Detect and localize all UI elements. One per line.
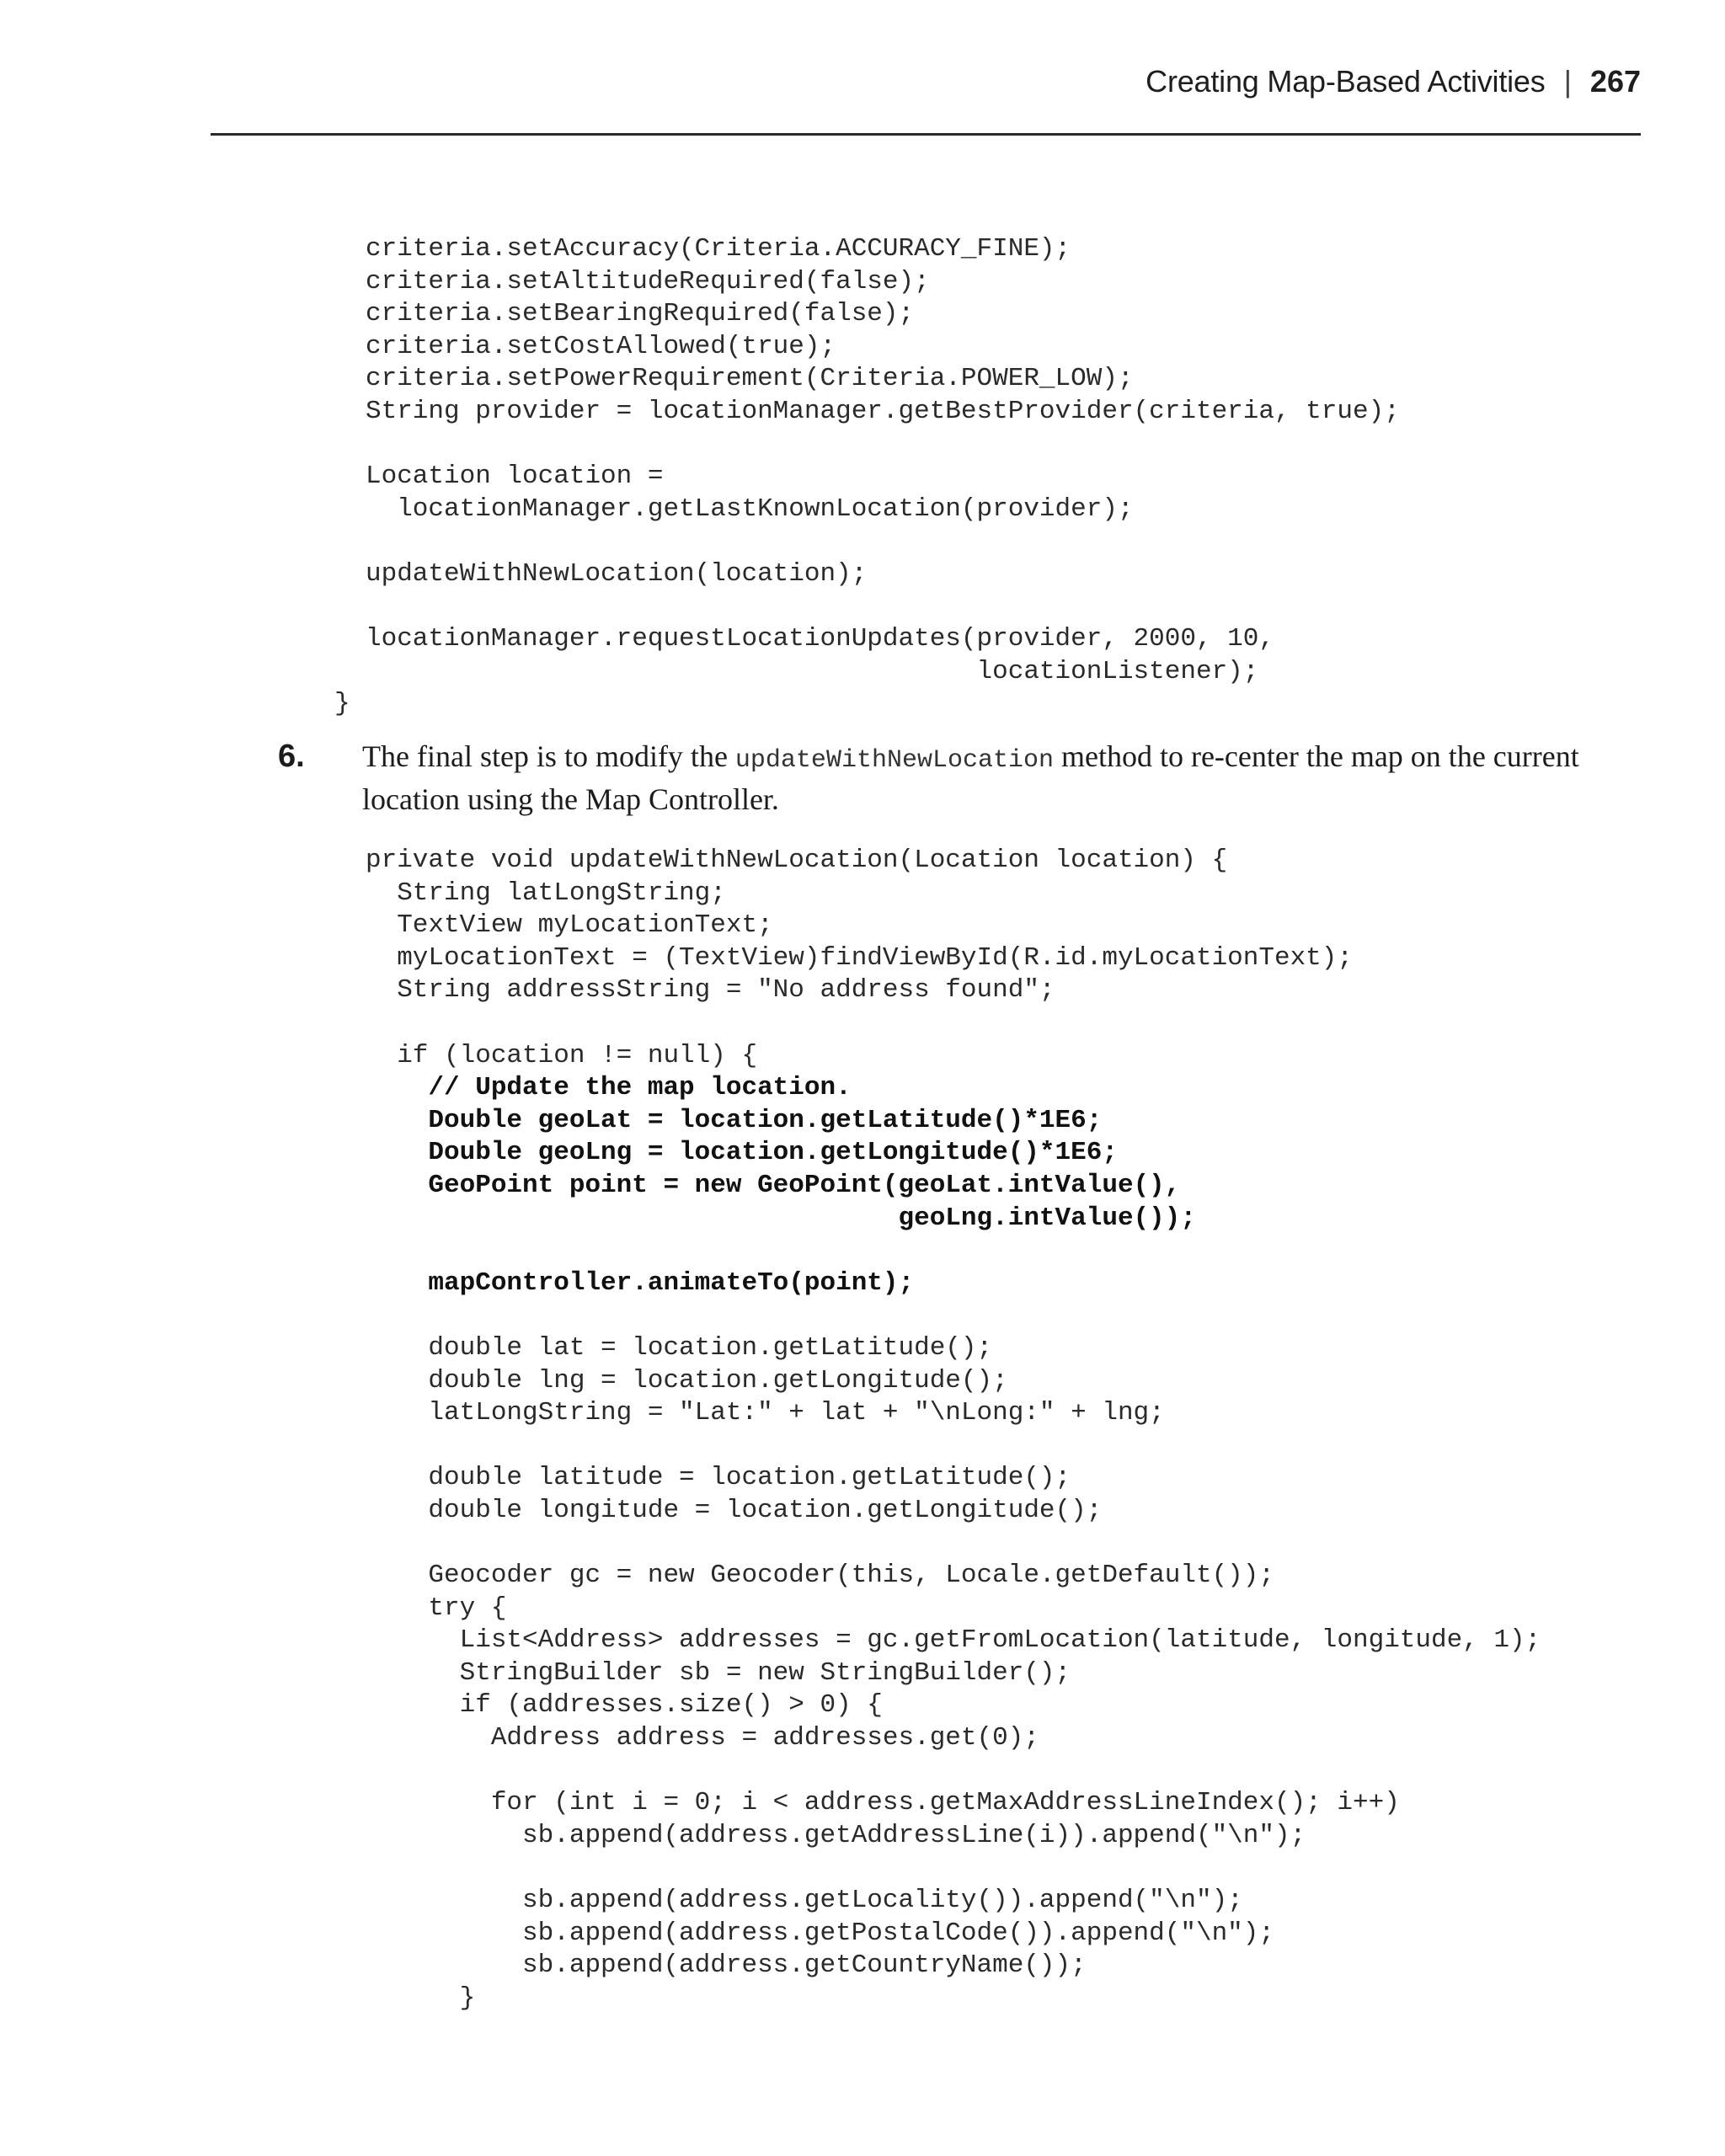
code-line: Double geoLat = location.getLatitude()*1E6; <box>366 1105 1103 1135</box>
header-text <box>1146 64 1641 99</box>
code-line: double lng = location.getLongitude(); <box>366 1365 1008 1396</box>
code-line: double longitude = location.getLongitude(); <box>366 1495 1103 1525</box>
code-line: sb.append(address.getCountryName()); <box>366 1951 1087 1981</box>
code-line: Geocoder gc = new Geocoder(this, Locale.getDefault()); <box>366 1561 1274 1591</box>
code-line <box>366 591 1400 624</box>
code-line: locationManager.getLastKnownLocation(provider); <box>366 494 1134 524</box>
code-line: String provider = locationManager.getBestProvider(criteria, true); <box>366 396 1400 426</box>
code-line: criteria.setCostAllowed(true); <box>366 331 836 361</box>
code-line: myLocationText = (TextView)findViewById(R.id.myLocationText); <box>366 942 1353 973</box>
step-text-after: method to re-center the map on the current location using the Map Controller. <box>362 739 1579 816</box>
code-line: latLongString = "Lat:" + lat + "\nLong:" + lng; <box>366 1398 1165 1428</box>
step-text <box>362 737 1626 819</box>
code-line: Double geoLng = location.getLongitude()*1E6; <box>366 1138 1118 1168</box>
code-line <box>366 526 1400 558</box>
running-title: Creating Map-Based Activities <box>1146 64 1546 99</box>
code-line: mapController.animateTo(point); <box>366 1267 915 1298</box>
code-line: sb.append(address.getAddressLine(i)).append("\n"); <box>366 1820 1306 1850</box>
code-line: updateWithNewLocation(location); <box>366 558 868 589</box>
header-separator: | <box>1563 64 1572 99</box>
code-line: // Update the map location. <box>366 1073 852 1103</box>
code-block-criteria <box>334 233 1400 721</box>
code-line <box>366 1007 1541 1040</box>
code-line <box>366 429 1400 462</box>
code-line: if (location != null) { <box>366 1040 758 1070</box>
code-line: criteria.setAccuracy(Criteria.ACCURACY_FINE); <box>366 234 1071 264</box>
code-line: locationListener); <box>366 656 1259 686</box>
code-line: sb.append(address.getLocality()).append("\n"); <box>366 1886 1243 1915</box>
code-line: geoLng.intValue()); <box>366 1203 1196 1233</box>
page-number: 267 <box>1589 64 1641 99</box>
code-line <box>366 1852 1541 1885</box>
code-line: Location location = <box>366 462 664 492</box>
code-line: criteria.setAltitudeRequired(false); <box>366 266 930 296</box>
code-line: criteria.setBearingRequired(false); <box>366 299 915 329</box>
code-line: List<Address> addresses = gc.getFromLocation(latitude, longitude, 1); <box>366 1625 1541 1656</box>
code-line <box>366 1527 1541 1560</box>
code-line: double lat = location.getLatitude(); <box>366 1332 993 1363</box>
step-inline-code: updateWithNewLocation <box>734 746 1054 775</box>
code-line: double latitude = location.getLatitude(); <box>366 1463 1071 1493</box>
code-line: locationManager.requestLocationUpdates(provider, 2000, 10, <box>366 624 1274 654</box>
step-number: 6. <box>278 739 305 774</box>
code-line <box>366 1755 1541 1788</box>
code-line: if (addresses.size() > 0) { <box>366 1690 883 1721</box>
code-line: for (int i = 0; i < address.getMaxAddressLineIndex(); i++) <box>366 1788 1400 1818</box>
step-text-before: The final step is to modify the <box>362 739 735 773</box>
code-block-update-location <box>366 845 1541 2015</box>
code-line: TextView myLocationText; <box>366 910 773 941</box>
code-line: criteria.setPowerRequirement(Criteria.POWER_LOW); <box>366 364 1134 394</box>
code-line <box>366 1299 1541 1332</box>
code-line: } <box>366 1983 476 2013</box>
code-line <box>366 1430 1541 1463</box>
code-line: sb.append(address.getPostalCode()).append("\n"); <box>366 1918 1274 1948</box>
code-line: } <box>334 689 350 719</box>
code-line: try { <box>366 1593 507 1623</box>
code-line: String latLongString; <box>366 878 726 908</box>
code-line <box>366 1235 1541 1267</box>
code-line: Address address = addresses.get(0); <box>366 1723 1039 1753</box>
page-header <box>211 49 1641 136</box>
code-line: StringBuilder sb = new StringBuilder(); <box>366 1657 1071 1688</box>
code-line: private void updateWithNewLocation(Location location) { <box>366 846 1228 875</box>
code-line: GeoPoint point = new GeoPoint(geoLat.intValue(), <box>366 1170 1181 1200</box>
code-line: String addressString = "No address found"; <box>366 975 1055 1006</box>
